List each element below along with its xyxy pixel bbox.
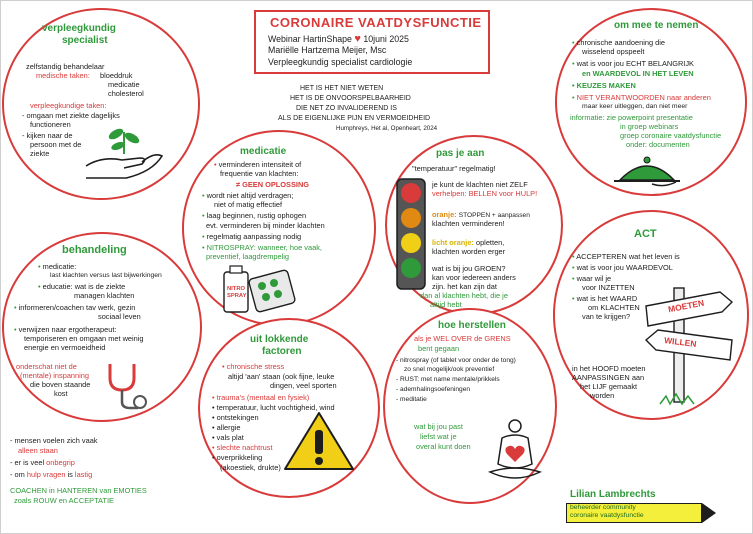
pas-je-aan-line: kan voor iedereen anders: [432, 273, 516, 282]
om-mee-line: groep coronaire vaatdysfunctie: [620, 131, 722, 140]
quote-citation: Humphreys, Het al, Openheart, 2024: [336, 125, 438, 132]
act-line: AANPASSINGEN aan: [572, 373, 645, 382]
uitlokkende-line: • overprikkeling: [212, 453, 263, 462]
pas-je-aan-line: klachten verminderen!: [432, 219, 505, 228]
medicatie-geen-oplossing: ≠ GEEN OPLOSSING: [236, 180, 310, 189]
act-line: • wat is het WAARD: [572, 294, 638, 303]
hoe-herstellen-line: liefst wat je: [420, 432, 457, 441]
act-line: • ACCEPTEREN wat het leven is: [572, 252, 680, 261]
behandeling-line: managen klachten: [74, 291, 135, 300]
nitrospray-label: NITRO SPRAY: [227, 286, 247, 299]
hand-plant-icon: [82, 122, 166, 186]
om-mee-line: en WAARDEVOL IN HET LEVEN: [582, 69, 694, 78]
om-mee-te-nemen-heading: om mee te nemen: [614, 20, 699, 31]
specialist-line: functioneren: [30, 120, 71, 129]
bottom-left-line: - er is veel onbegrip: [10, 458, 75, 467]
hoe-herstellen-line: overal kunt doen: [416, 442, 471, 451]
specialist-heading-1: verpleegkundig: [42, 23, 116, 34]
hoe-herstellen-line: bent gegaan: [418, 344, 460, 353]
title-box: [254, 10, 490, 74]
quote-line-4: ALS DE EIGENLIJKE PIJN EN VERMOEIDHEID: [278, 115, 431, 122]
uitlokkende-line: (akoestiek, drukte): [220, 463, 281, 472]
pas-je-aan-line: dan al klachten hebt, die je: [420, 291, 508, 300]
medicatie-line: frequentie van klachten:: [220, 169, 299, 178]
signature-name: Lilian Lambrechts: [570, 489, 656, 500]
pas-je-aan-line: "temperatuur" regelmatig!: [412, 164, 496, 173]
specialist-line: medicatie: [108, 80, 140, 89]
signature-line: beheerder community: [570, 504, 636, 511]
act-line: om KLACHTEN: [588, 303, 640, 312]
act-heading: ACT: [634, 228, 657, 240]
pas-je-aan-licht-oranje: licht oranje: opletten,: [432, 238, 505, 247]
om-mee-line: • chronische aandoening die: [572, 38, 666, 47]
hoe-herstellen-line: - nitrospray (of tablet voor onder de tong): [396, 357, 516, 364]
uitlokkende-line: • ontstekingen: [212, 413, 259, 422]
uitlokkende-line: • allergie: [212, 423, 241, 432]
bottom-left-line: - mensen voelen zich vaak: [10, 436, 98, 445]
specialist-line: cholesterol: [108, 89, 144, 98]
pencil-tip-icon: [702, 503, 716, 523]
serving-cloche-icon: [612, 150, 682, 190]
traffic-light-icon: [396, 178, 426, 290]
om-mee-line: • wat is voor jou ECHT BELANGRIJK: [572, 59, 694, 68]
behandeling-line: (mentale) inspanning: [20, 371, 90, 380]
behandeling-line: energie en vermoeidheid: [24, 343, 106, 352]
act-line: • wat is voor jou WAARDEVOL: [572, 263, 673, 272]
uitlokkende-line: • temperatuur, lucht vochtigheid, wind: [212, 403, 335, 412]
medicatie-line: preventief, laagdrempelig: [206, 252, 289, 261]
specialist-medische-taken: medische taken:: [36, 71, 90, 80]
om-mee-line: onder: documenten: [626, 140, 690, 149]
om-mee-line: in groep webinars: [620, 122, 679, 131]
specialist-line: persoon met de: [30, 140, 82, 149]
uitlokkende-line: • chronische stress: [222, 362, 285, 371]
specialist-line: - omgaan met ziekte dagelijks: [22, 111, 120, 120]
om-mee-line: wisselend opspeelt: [582, 47, 645, 56]
hoe-herstellen-line: wat bij jou past: [414, 422, 463, 431]
act-line: • waar wil je: [572, 274, 612, 283]
bottom-left-coachen: COACHEN in HANTEREN van EMOTIES: [10, 486, 147, 495]
behandeling-line: • medicatie:: [38, 262, 77, 271]
pas-je-aan-line: klachten worden erger: [432, 247, 506, 256]
poster-title: CORONAIRE VAATDYSFUNCTIE: [270, 15, 482, 30]
pas-je-aan-line: altijd hebt: [430, 300, 462, 309]
sign-moeten: MOETEN: [667, 297, 705, 315]
specialist-verpleegkundige-taken: verpleegkundige taken:: [30, 101, 107, 110]
quote-line-1: HET IS HET NIET WETEN: [300, 85, 384, 92]
hoe-herstellen-line: - meditatie: [396, 396, 427, 403]
stethoscope-icon: [104, 362, 148, 412]
signature-line: coronaire vaatdysfunctie: [570, 512, 644, 519]
bottom-left-line: - om hulp vragen is lastig: [10, 470, 93, 479]
hoe-herstellen-line: zo snel mogelijk/ook preventief: [404, 366, 495, 373]
uitlokkende-line: • vals plat: [212, 433, 244, 442]
title-speaker: Mariëlle Hartzema Meijer, Msc: [268, 45, 387, 55]
behandeling-line: kost: [54, 389, 68, 398]
warning-triangle-icon: [282, 410, 356, 472]
behandeling-line: die boven staande: [30, 380, 91, 389]
behandeling-line: • educatie: wat is de ziekte: [38, 282, 126, 291]
hoe-herstellen-line: - RUST: met name mentale/prikkels: [396, 376, 500, 383]
behandeling-onderschat: onderschat niet de: [16, 362, 77, 371]
bottom-left-line: alleen staan: [18, 446, 58, 455]
specialist-line: bloeddruk: [100, 71, 133, 80]
behandeling-heading: behandeling: [62, 244, 127, 256]
behandeling-line: sociaal leven: [98, 312, 141, 321]
act-line: het LIJF gemaakt: [580, 382, 638, 391]
bottom-left-line: zoals ROUW en ACCEPTATIE: [14, 496, 114, 505]
title-role: Verpleegkundig specialist cardiologie: [268, 57, 413, 67]
hoe-herstellen-line: - ademhalingsoefeningen: [396, 386, 471, 393]
quote-line-3: DIE NET ZO INVALIDEREND IS: [296, 105, 397, 112]
act-line: in het HOOFD moeten: [572, 364, 646, 373]
om-mee-line: maar keer uitleggen, dan niet meer: [582, 103, 688, 110]
specialist-line: ziekte: [30, 149, 50, 158]
om-mee-line: • NIET VERANTWOORDEN naar anderen: [572, 93, 711, 102]
medicatie-line: evt. verminderen bij minder klachten: [206, 221, 325, 230]
act-line: worden: [590, 391, 615, 400]
specialist-line: - kijken naar de: [22, 131, 73, 140]
behandeling-line: • verwijzen naar ergotherapeut:: [14, 325, 117, 334]
pas-je-aan-groen: wat is bij jou GROEN?: [432, 264, 506, 273]
title-webinar: Webinar HartinShape ♥ 10juni 2025: [268, 33, 409, 45]
medicatie-line: • verminderen intensiteit of: [214, 160, 302, 169]
om-mee-keuzes: • KEUZES MAKEN: [572, 81, 636, 90]
pas-je-aan-line: zijn. het kan zijn dat: [432, 282, 497, 291]
uitlokkende-heading-2: factoren: [262, 346, 302, 357]
act-line: voor INZETTEN: [582, 283, 635, 292]
uitlokkende-line: • slechte nachtrust: [212, 443, 273, 452]
medicatie-nitrospray: • NITROSPRAY: wanneer, hoe vaak,: [202, 243, 322, 252]
quote-line-2: HET IS DE ONVOORSPELBAARHEID: [290, 95, 411, 102]
medicatie-line: niet of matig effectief: [214, 200, 283, 209]
behandeling-line: temporiseren en omgaan met weinig: [24, 334, 144, 343]
behandeling-line: • informeren/coachen tav werk, gezin: [14, 303, 136, 312]
heart-icon: ♥: [354, 33, 361, 45]
medicatie-line: • regelmatig aanpassing nodig: [202, 232, 302, 241]
behandeling-line: last klachten versus last bijwerkingen: [50, 272, 162, 279]
pas-je-aan-oranje: oranje: STOPPEN + aanpassen: [432, 210, 530, 219]
pas-je-aan-line: verhelpen: BELLEN voor HULP!: [432, 189, 538, 198]
sign-willen: WILLEN: [663, 335, 698, 349]
medicatie-heading: medicatie: [240, 146, 287, 157]
medicatie-line: • laag beginnen, rustig ophogen: [202, 211, 307, 220]
uitlokkende-line: altijd 'aan' staan (ook fijne, leuke: [228, 372, 335, 381]
om-mee-line: informatie: zie powerpoint presentatie: [570, 113, 693, 122]
act-line: van te krijgen?: [582, 312, 631, 321]
meditation-heart-icon: [488, 418, 542, 486]
uitlokkende-line: dingen, veel sporten: [270, 381, 337, 390]
specialist-heading-2: specialist: [62, 35, 108, 46]
uitlokkende-line: • trauma's (mentaal en fysiek): [212, 393, 310, 402]
medicatie-line: • wordt niet altijd verdragen;: [202, 191, 294, 200]
pas-je-aan-heading: pas je aan: [436, 148, 485, 159]
hoe-herstellen-line: als je WEL OVER de GRENS: [414, 334, 511, 343]
hoe-herstellen-heading: hoe herstellen: [438, 320, 506, 331]
uitlokkende-heading-1: uit lokkende: [250, 334, 309, 345]
pas-je-aan-line: je kunt de klachten niet ZELF: [432, 180, 528, 189]
specialist-line: zelfstandig behandelaar: [26, 62, 105, 71]
